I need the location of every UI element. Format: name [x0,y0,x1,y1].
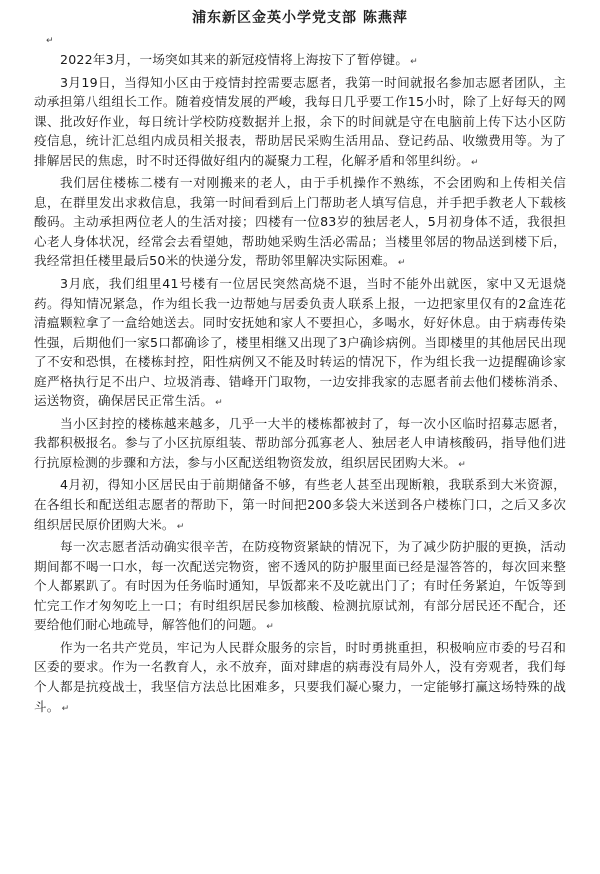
body-paragraph [34,638,566,719]
body-paragraph [34,73,566,174]
body-paragraph [34,475,566,537]
paragraph-mark-icon: ↵ [46,36,54,46]
paragraph-mark-icon: ↵ [471,157,479,168]
paragraph-mark-icon: ↵ [266,622,274,633]
paragraph-text: 4月初，得知小区居民由于前期储备不够，有些老人甚至出现断粮，我联系到大米资源，在各组长和配送组志愿者的帮助下，第一时间把200多袋大米送到各户楼栋门口，之后又多次组织居民原价团购大米。 [34,477,566,532]
paragraph-text: 每一次志愿者活动确实很辛苦，在防疫物资紧缺的情况下，为了减少防护服的更换，活动期间都不喝一口水，每一次配送完物资，密不透风的防护服里面已经是湿答答的，每次回来整个人都累趴了。有时因为任务临时通知，早饭都来不及吃就出门了；有时任务紧迫，午饭等到忙完工作才匆匆吃上一口；有时组织居民参加核酸、检测抗原试剂，有部分居民还不配合，还要给他们耐心地疏导，解答他们的问题。 [34,539,566,633]
blank-line [34,30,566,50]
paragraph-mark-icon: ↵ [410,57,418,67]
body-paragraph [34,537,566,638]
body-paragraph [34,50,566,73]
paragraph-text: 我们居住楼栋二楼有一对刚搬来的老人，由于手机操作不熟练，不会团购和上传相关信息，在群里发出求救信息，我第一时间看到后上门帮助老人填写信息，并手把手教老人下载核酸码。主动承担两位老人的生活对接；四楼有一位83岁的独居老人，5月初身体不适，我很担心老人身体状况，经常会去看望她，帮助她采购生活必需品；当楼里邻居的物品送到楼下后，我经常担任楼里最后50米的快递分发，帮助邻里解决实际困难。 [34,175,566,269]
body-paragraph [34,414,566,476]
paragraph-mark-icon: ↵ [215,398,223,409]
paragraph-text: 作为一名共产党员，牢记为人民群众服务的宗旨，时时勇挑重担，积极响应市委的号召和区委的要求。作为一名教育人，永不放弃，面对肆虐的病毒没有局外人，没有旁观者，我们每个人都是抗疫战士，我坚信方法总比困难多，只要我们凝心聚力，一定能够打赢这场特殊的战斗。 [34,639,566,714]
paragraph-mark-icon: ↵ [458,459,466,470]
body-paragraph [34,274,566,414]
paragraph-text: 3月19日，当得知小区由于疫情封控需要志愿者，我第一时间就报名参加志愿者团队，主动承担第八组组长工作。随着疫情发展的严峻，我每日几乎要工作15小时，除了上好每天的网课、批改好作业，每日统计学校防疫数据并上报，余下的时间就是守在电脑前上传下达小区防疫信息，统计汇总组内成员相关报表，帮助居民采购生活用品、登记药品、收缴费用等。为了排解居民的焦虑，时不时还得做好组内的凝聚力工程，化解矛盾和邻里纠纷。 [34,74,566,168]
body-paragraph [34,173,566,274]
paragraph-text: 2022年3月，一场突如其来的新冠疫情将上海按下了暂停键。 [60,52,409,67]
document-title: 浦东新区金英小学党支部 陈燕萍 [192,10,408,26]
paragraph-text: 3月底，我们组里41号楼有一位居民突然高烧不退，当时不能外出就医，家中又无退烧药。得知情况紧急，作为组长我一边帮她与居委负责人联系上报，一边把家里仅有的2盒连花清瘟颗粒拿了一盒给她送去。同时安抚她和家人不要担心，多喝水，好好休息。由于病毒传染性强，后期他们一家5口都确诊了，楼里相继又出现了3户确诊病例。当即楼里的其他居民出现了不安和恐惧，在楼栋封控，阳性病例又不能及时转运的情况下，作为组长我一边提醒确诊家庭严格执行足不出户、垃圾消毒、错峰开门取物，一边安排我家的志愿者前去他们楼栋消杀、运送物资，确保居民正常生活。 [34,276,566,409]
paragraph-text: 当小区封控的楼栋越来越多，几乎一大半的楼栋都被封了，每一次小区临时招募志愿者，我都积极报名。参与了小区抗原组装、帮助部分孤寡老人、独居老人申请核酸码，指导他们进行抗原检测的步骤和方法，参与小区配送组物资发放，组织居民团购大米。 [34,415,566,470]
paragraph-mark-icon: ↵ [61,703,70,714]
paragraph-mark-icon: ↵ [397,258,406,269]
paragraph-mark-icon: ↵ [176,521,185,532]
document-body [34,50,566,719]
